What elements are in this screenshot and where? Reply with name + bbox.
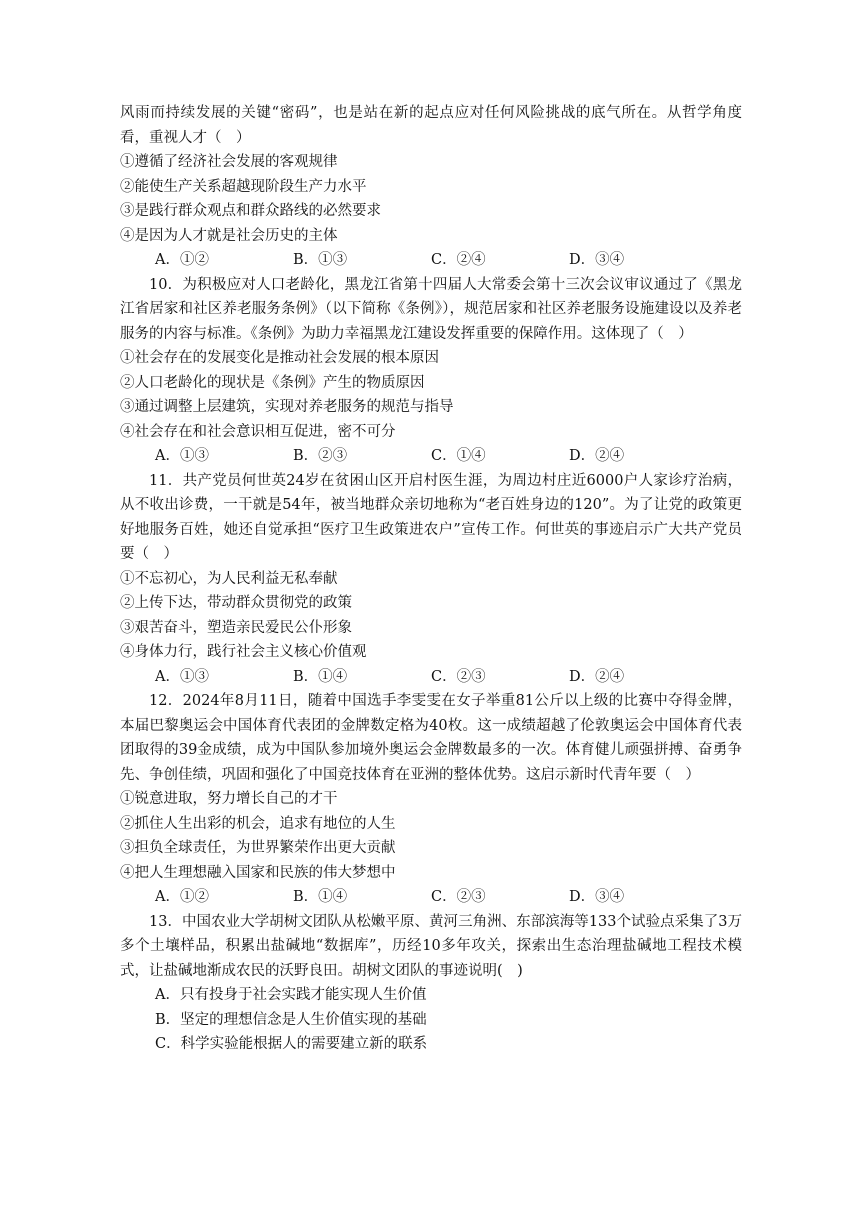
q10-choice-c[interactable]: C．①④ bbox=[431, 448, 486, 464]
q9-statement-1: ①遵循了经济社会发展的客观规律 bbox=[120, 154, 338, 170]
q11-statement-2: ②上传下达，带动群众贯彻党的政策 bbox=[120, 595, 352, 611]
q10-choice-b[interactable]: B．②③ bbox=[293, 448, 348, 464]
q9-choices bbox=[120, 248, 742, 273]
page-content bbox=[120, 101, 742, 1057]
q9-statement-4: ④是因为人才就是社会历史的主体 bbox=[120, 227, 338, 244]
q12-choice-d[interactable]: D．③④ bbox=[569, 889, 625, 905]
q12-stem: 12．2024年8月11日，随着中国选手李雯雯在女子举重81公斤以上级的比赛中夺得金牌，本届巴黎奥运会中国体育代表团的金牌数定格为40枚。这一成绩超越了伦敦奥运会中国体育代表团取得的39金成绩，成为中国队参加境外奥运会金牌数最多的一次。体育健儿顽强拼搏、奋勇争先、争创佳绩，巩固和强化了中国竞技体育在亚洲的整体优势。这启示新时代青年要（ ） bbox=[120, 693, 742, 783]
q9-choice-d[interactable]: D．③④ bbox=[569, 252, 625, 268]
q10-stem: 10．为积极应对人口老龄化，黑龙江省第十四届人大常委会第十三次会议审议通过了《黑龙江省居家和社区养老服务条例》（以下简称《条例》），规范居家和社区养老服务设施建设以及养老服务的内容与标准。《条例》为助力幸福黑龙江建设发挥重要的保障作用。这体现了（ ） bbox=[120, 276, 742, 342]
q10-statement-4: ④社会存在和社会意识相互促进，密不可分 bbox=[120, 423, 396, 440]
q11-choice-a[interactable]: A．①③ bbox=[155, 668, 209, 685]
q10-statement-1: ①社会存在的发展变化是推动社会发展的根本原因 bbox=[120, 350, 439, 366]
q13-option-a[interactable]: A．只有投身于社会实践才能实现人生价值 bbox=[155, 987, 427, 1003]
q11-statement-1: ①不忘初心，为人民利益无私奉献 bbox=[120, 570, 338, 587]
q11-choice-d[interactable]: D．②④ bbox=[569, 668, 625, 685]
q13-option-c[interactable]: C．科学实验能根据人的需要建立新的联系 bbox=[155, 1036, 428, 1052]
q10-statement-3: ③通过调整上层建筑，实现对养老服务的规范与指导 bbox=[120, 399, 454, 415]
q12-statement-1: ①锐意进取，努力增长自己的才干 bbox=[120, 791, 338, 807]
q11-choices bbox=[120, 665, 742, 690]
q10-statement-2: ②人口老龄化的现状是《条例》产生的物质原因 bbox=[120, 374, 425, 391]
q13-stem: 13．中国农业大学胡树文团队从松嫩平原、黄河三角洲、东部滨海等133个试验点采集了3万多个土壤样品，积累出盐碱地“数据库”，历经10多年攻关，探索出生态治理盐碱地工程技术模式，让盐碱地渐成农民的沃野良田。胡树文团队的事迹说明( ) bbox=[120, 913, 742, 979]
q9-choice-b[interactable]: B．①③ bbox=[293, 252, 348, 268]
q12-choice-a[interactable]: A．①② bbox=[155, 889, 209, 905]
q9-statement-2: ②能使生产关系超越现阶段生产力水平 bbox=[120, 178, 367, 195]
q9-choice-a[interactable]: A．①② bbox=[155, 252, 209, 268]
q12-statement-2: ②抓住人生出彩的机会，追求有地位的人生 bbox=[120, 815, 396, 832]
q10-choice-a[interactable]: A．①③ bbox=[155, 448, 209, 464]
q10-choice-d[interactable]: D．②④ bbox=[569, 448, 625, 464]
q11-stem: 11．共产党员何世英24岁在贫困山区开启村医生涯，为周边村庄近6000户人家诊疗治病，从不收出诊费，一干就是54年，被当地群众亲切地称为“老百姓身边的120”。为了让党的政策更好地服务百姓，她还自觉承担“医疗卫生政策进农户”宣传工作。何世英的事迹启示广大共产党员要（ ） bbox=[120, 472, 742, 562]
q12-choices bbox=[120, 885, 742, 910]
q12-statement-4: ④把人生理想融入国家和民族的伟大梦想中 bbox=[120, 864, 396, 881]
q11-choice-c[interactable]: C．②③ bbox=[431, 668, 486, 685]
q13-option-b[interactable]: B．坚定的理想信念是人生价值实现的基础 bbox=[155, 1011, 427, 1028]
q9-statement-3: ③是践行群众观点和群众路线的必然要求 bbox=[120, 203, 381, 219]
q12-choice-c[interactable]: C．②③ bbox=[431, 889, 486, 905]
q11-statement-4: ④身体力行，践行社会主义核心价值观 bbox=[120, 644, 367, 660]
q11-choice-b[interactable]: B．①④ bbox=[293, 668, 348, 685]
q9-choice-c[interactable]: C．②④ bbox=[431, 252, 486, 268]
q12-choice-b[interactable]: B．①④ bbox=[293, 889, 348, 905]
q10-choices bbox=[120, 444, 742, 469]
q9-stem-continuation: 风雨而持续发展的关键“密码”，也是站在新的起点应对任何风险挑战的底气所在。从哲学角度看，重视人才（ ） bbox=[120, 105, 742, 146]
q12-statement-3: ③担负全球责任，为世界繁荣作出更大贡献 bbox=[120, 840, 396, 856]
q11-statement-3: ③艰苦奋斗，塑造亲民爱民公仆形象 bbox=[120, 619, 352, 636]
